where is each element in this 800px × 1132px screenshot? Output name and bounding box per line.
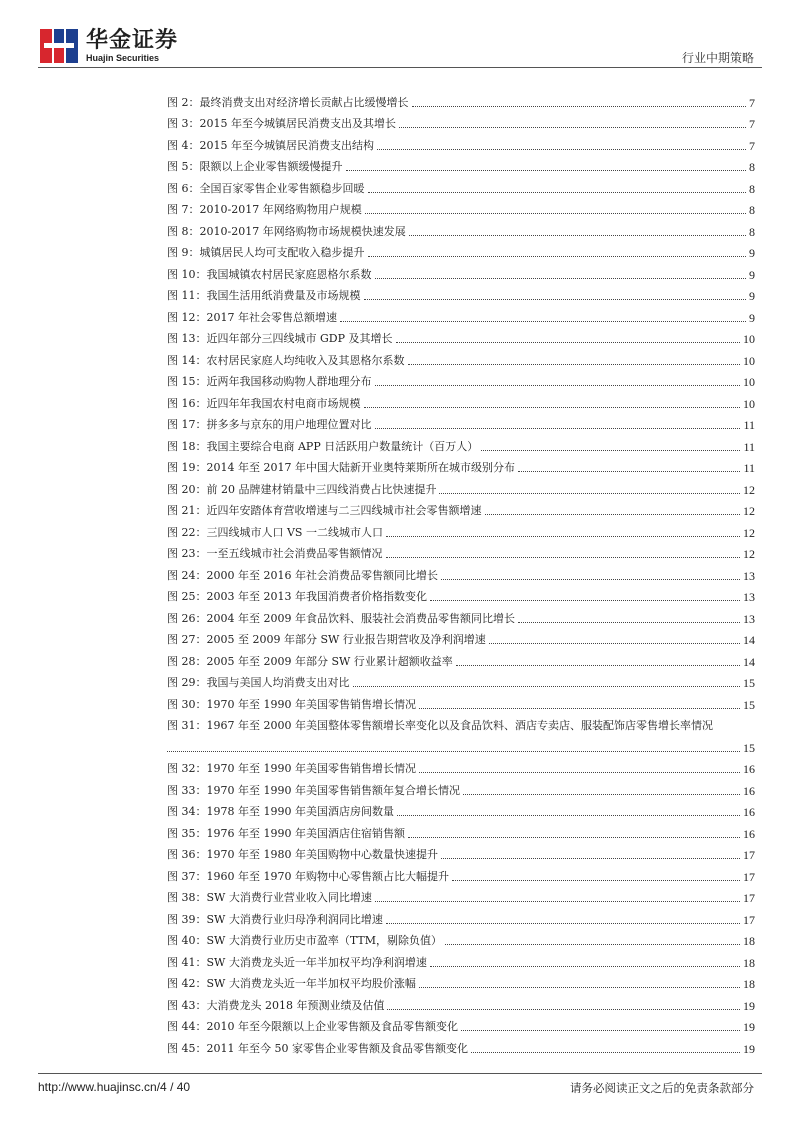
toc-entry-title: 图 43：大消费龙头 2018 年预测业绩及估值 <box>167 998 385 1012</box>
toc-entry[interactable] <box>167 217 755 239</box>
toc-entry[interactable] <box>167 131 755 153</box>
toc-entry-title: 图 16：近四年年我国农村电商市场规模 <box>167 396 361 410</box>
toc-entry-title: 图 41：SW 大消费龙头近一年半加权平均净利润增速 <box>167 955 427 969</box>
toc-entry[interactable] <box>167 583 755 605</box>
toc-entry[interactable] <box>167 905 755 927</box>
toc-entry-title: 图 33：1970 年至 1990 年美国零售销售额年复合增长情况 <box>167 783 460 797</box>
toc-entry[interactable] <box>167 239 755 261</box>
toc-dot-leader <box>396 342 741 343</box>
toc-entry-page: 12 <box>743 525 755 540</box>
toc-entry[interactable] <box>167 669 755 691</box>
toc-entry-page: 7 <box>749 117 755 131</box>
toc-entry-title: 图 8：2010-2017 年网络购物市场规模快速发展 <box>167 224 406 238</box>
toc-entry[interactable] <box>167 690 755 712</box>
toc-entry-title: 图 35：1976 年至 1990 年美国酒店住宿销售额 <box>167 826 405 840</box>
toc-entry-page: 7 <box>749 138 755 153</box>
toc-dot-leader <box>353 686 741 687</box>
toc-entry-title: 图 40：SW 大消费行业历史市盈率（TTM，剔除负值） <box>167 934 442 947</box>
toc-entry-page: 16 <box>743 783 755 798</box>
toc-dot-leader <box>408 364 741 365</box>
toc-entry[interactable] <box>167 776 755 798</box>
toc-entry[interactable] <box>167 841 755 863</box>
toc-entry[interactable] <box>167 1034 755 1056</box>
toc-entry-title: 图 34：1978 年至 1990 年美国酒店房间数量 <box>167 805 394 818</box>
toc-entry[interactable] <box>167 755 755 777</box>
toc-dot-leader <box>409 235 746 236</box>
toc-entry-title: 图 7：2010-2017 年网络购物用户规模 <box>167 203 362 216</box>
toc-dot-leader <box>386 536 740 537</box>
toc-dot-leader <box>430 600 740 601</box>
toc-entry-page: 17 <box>743 891 755 905</box>
toc-dot-leader <box>518 622 740 623</box>
toc-entry-page: 11 <box>743 418 755 432</box>
toc-entry-page: 19 <box>743 1020 755 1034</box>
brand-name-en: Huajin Securities <box>86 52 160 63</box>
toc-entry-page: 12 <box>743 547 755 561</box>
toc-dot-leader <box>375 901 740 902</box>
toc-entry-page: 11 <box>743 461 755 475</box>
toc-dot-leader <box>471 1052 740 1053</box>
toc-dot-leader <box>365 213 746 214</box>
toc-entry[interactable] <box>167 368 755 390</box>
toc-entry-page: 7 <box>749 95 755 110</box>
toc-entry-title: 图 32：1970 年至 1990 年美国零售销售增长情况 <box>167 762 416 775</box>
toc-dot-leader <box>461 1030 740 1031</box>
page-header <box>0 0 800 76</box>
toc-entry-page: 19 <box>743 1041 755 1056</box>
toc-entry[interactable] <box>167 282 755 304</box>
toc-entry[interactable] <box>167 346 755 368</box>
toc-entry-title: 图 29：我国与美国人均消费支出对比 <box>167 676 350 689</box>
toc-entry-title: 图 12：2017 年社会零售总额增速 <box>167 310 337 324</box>
toc-dot-leader <box>340 321 746 322</box>
toc-entry-title: 图 26：2004 年至 2009 年食品饮料、服装社会消费品零售额同比增长 <box>167 611 515 625</box>
toc-entry[interactable] <box>167 153 755 175</box>
toc-entry-page: 11 <box>743 439 755 454</box>
toc-entry[interactable] <box>167 948 755 970</box>
toc-entry[interactable] <box>167 88 755 110</box>
toc-dot-leader <box>452 880 740 881</box>
brand-name-cn: 华金证券 <box>86 27 179 53</box>
toc-entry-page: 14 <box>743 633 755 647</box>
toc-entry-title: 图 36：1970 年至 1980 年美国购物中心数量快速提升 <box>167 848 438 861</box>
toc-dot-leader <box>375 385 741 386</box>
toc-entry-page: 15 <box>743 740 755 755</box>
huajin-logo-icon <box>38 25 80 67</box>
toc-dot-leader <box>412 106 747 107</box>
toc-dot-leader <box>430 966 740 967</box>
toc-entry[interactable] <box>167 819 755 841</box>
footer-url-page[interactable]: http://www.huajinsc.cn/4 / 40 <box>38 1080 191 1094</box>
toc-entry-title: 图 45：2011 年至今 50 家零售企业零售额及食品零售额变化 <box>167 1041 468 1055</box>
toc-entry-page: 14 <box>743 654 755 669</box>
toc-entry-page: 8 <box>749 160 755 174</box>
toc-dot-leader <box>386 923 740 924</box>
toc-entry[interactable] <box>167 454 755 476</box>
toc-entry[interactable] <box>167 561 755 583</box>
toc-dot-leader <box>167 751 740 752</box>
toc-entry-page: 9 <box>749 246 755 260</box>
toc-dot-leader <box>481 450 740 451</box>
toc-entry-page: 9 <box>749 310 755 325</box>
toc-entry[interactable] <box>167 862 755 884</box>
toc-entry-page: 12 <box>743 504 755 518</box>
toc-entry[interactable] <box>167 303 755 325</box>
toc-entry[interactable] <box>167 260 755 282</box>
toc-entry-page: 16 <box>743 762 755 776</box>
toc-entry-title: 图 44：2010 年至今限额以上企业零售额及食品零售额变化 <box>167 1020 458 1033</box>
toc-dot-leader <box>489 643 740 644</box>
toc-entry-title: 图 17：拼多多与京东的用户地理位置对比 <box>167 418 372 431</box>
toc-entry-page: 15 <box>743 676 755 690</box>
toc-entry[interactable] <box>167 604 755 626</box>
footer-divider <box>38 1073 762 1074</box>
toc-entry-page: 19 <box>743 998 755 1013</box>
toc-dot-leader <box>445 944 740 945</box>
toc-dot-leader <box>386 557 741 558</box>
toc-entry[interactable] <box>167 540 755 562</box>
toc-entry-page: 13 <box>743 590 755 604</box>
toc-dot-leader <box>364 407 741 408</box>
toc-dot-leader <box>387 1009 740 1010</box>
toc-entry-title: 图 19：2014 年至 2017 年中国大陆新开业奥特莱斯所在城市级别分布 <box>167 461 515 474</box>
toc-entry[interactable] <box>167 325 755 347</box>
toc-dot-leader <box>518 471 740 472</box>
toc-entry[interactable] <box>167 110 755 132</box>
toc-entry-title: 图 6：全国百家零售企业零售额稳步回暖 <box>167 181 365 195</box>
toc-entry[interactable] <box>167 712 755 755</box>
toc-entry[interactable] <box>167 970 755 992</box>
toc-entry[interactable] <box>167 475 755 497</box>
toc-entry[interactable] <box>167 196 755 218</box>
toc-entry[interactable] <box>167 518 755 540</box>
toc-entry[interactable] <box>167 1013 755 1035</box>
toc-entry-title: 图 27：2005 至 2009 年部分 SW 行业报告期营收及净利润增速 <box>167 633 486 646</box>
toc-entry-page: 18 <box>743 955 755 970</box>
toc-entry-page: 16 <box>743 805 755 819</box>
toc-entry-title: 图 15：近两年我国移动购物人群地理分布 <box>167 375 372 388</box>
toc-entry-title: 图 38：SW 大消费行业营业收入同比增速 <box>167 891 372 904</box>
toc-entry-page: 15 <box>743 697 755 712</box>
toc-entry-title: 图 3：2015 年至今城镇居民消费支出及其增长 <box>167 117 396 130</box>
toc-entry-title: 图 11：我国生活用纸消费量及市场规模 <box>167 289 361 302</box>
toc-entry-page: 10 <box>743 375 755 389</box>
toc-dot-leader <box>397 815 740 816</box>
toc-entry-page: 8 <box>749 181 755 196</box>
toc-entry-title: 图 2：最终消费支出对经济增长贡献占比缓慢增长 <box>167 95 409 109</box>
toc-entry-page: 17 <box>743 848 755 862</box>
toc-entry-title: 图 18：我国主要综合电商 APP 日活跃用户数量统计（百万人） <box>167 439 479 453</box>
toc-dot-leader <box>456 665 740 666</box>
toc-entry-title: 图 25：2003 年至 2013 年我国消费者价格指数变化 <box>167 590 427 603</box>
toc-entry-title: 图 22：三四线城市人口 VS 一二线城市人口 <box>167 525 383 539</box>
toc-entry-page: 10 <box>743 396 755 411</box>
toc-dot-leader <box>485 514 741 515</box>
toc-dot-leader <box>408 837 740 838</box>
brand-name <box>86 29 178 64</box>
toc-entry[interactable] <box>167 798 755 820</box>
toc-entry[interactable] <box>167 991 755 1013</box>
toc-entry-page: 18 <box>743 934 755 948</box>
toc-entry-title: 图 39：SW 大消费行业归母净利润同比增速 <box>167 912 383 926</box>
toc-entry-title: 图 14：农村居民家庭人均纯收入及其恩格尔系数 <box>167 353 405 367</box>
footer-disclaimer-notice: 请务必阅读正文之后的免责条款部分 <box>570 1081 754 1095</box>
toc-entry[interactable] <box>167 432 755 454</box>
toc-entry-page: 8 <box>749 203 755 217</box>
toc-dot-leader <box>368 256 747 257</box>
toc-entry-title: 图 13：近四年部分三四线城市 GDP 及其增长 <box>167 332 393 345</box>
toc-entry-page: 16 <box>743 826 755 841</box>
toc-entry[interactable] <box>167 626 755 648</box>
toc-entry-title: 图 37：1960 年至 1970 年购物中心零售额占比大幅提升 <box>167 869 449 883</box>
toc-entry-title: 图 24：2000 年至 2016 年社会消费品零售额同比增长 <box>167 568 438 582</box>
toc-dot-leader <box>346 170 747 171</box>
toc-dot-leader <box>419 708 740 709</box>
toc-dot-leader <box>399 127 746 128</box>
toc-entry-page: 8 <box>749 224 755 239</box>
toc-entry-page: 17 <box>743 869 755 884</box>
toc-entry-title: 图 20：前 20 品牌建材销量中三四线消费占比快速提升 <box>167 482 437 496</box>
document-type-label: 行业中期策略 <box>681 51 754 65</box>
toc-entry[interactable] <box>167 389 755 411</box>
toc-entry[interactable] <box>167 647 755 669</box>
toc-entry-page: 10 <box>743 332 755 346</box>
toc-entry-title: 图 5：限额以上企业零售额缓慢提升 <box>167 160 343 173</box>
toc-dot-leader <box>364 299 747 300</box>
toc-entry-page: 9 <box>749 267 755 282</box>
toc-entry[interactable] <box>167 497 755 519</box>
toc-dot-leader <box>419 987 740 988</box>
figure-list <box>167 88 755 1056</box>
toc-entry[interactable] <box>167 927 755 949</box>
toc-entry-title: 图 30：1970 年至 1990 年美国零售销售增长情况 <box>167 697 416 711</box>
toc-entry-page: 10 <box>743 353 755 368</box>
toc-entry-page: 17 <box>743 912 755 927</box>
header-divider <box>38 67 762 68</box>
toc-entry-title: 图 4：2015 年至今城镇居民消费支出结构 <box>167 138 374 152</box>
toc-entry[interactable] <box>167 411 755 433</box>
toc-dot-leader <box>441 579 740 580</box>
toc-dot-leader <box>368 192 747 193</box>
toc-dot-leader <box>463 794 740 795</box>
toc-entry-page: 9 <box>749 289 755 303</box>
toc-dot-leader <box>375 428 741 429</box>
toc-entry-title: 图 28：2005 年至 2009 年部分 SW 行业累计超额收益率 <box>167 654 453 668</box>
brand-logo <box>38 26 178 66</box>
toc-entry-page: 13 <box>743 611 755 626</box>
toc-dot-leader <box>439 493 740 494</box>
toc-entry-title: 图 10：我国城镇农村居民家庭恩格尔系数 <box>167 267 372 281</box>
toc-dot-leader <box>375 278 747 279</box>
toc-dot-leader <box>441 858 740 859</box>
toc-entry-title: 图 23：一至五线城市社会消费品零售额情况 <box>167 547 383 560</box>
toc-entry[interactable] <box>167 884 755 906</box>
toc-entry-title: 图 9：城镇居民人均可支配收入稳步提升 <box>167 246 365 259</box>
toc-entry-page: 12 <box>743 482 755 497</box>
toc-entry-title: 图 31：1967 年至 2000 年美国整体零售额增长率变化以及食品饮料、酒店专卖店、服装配饰店零售增长率情况 <box>167 719 713 732</box>
toc-dot-leader <box>377 149 746 150</box>
toc-entry-title: 图 42：SW 大消费龙头近一年半加权平均股价涨幅 <box>167 977 416 990</box>
toc-entry-page: 18 <box>743 977 755 991</box>
toc-entry[interactable] <box>167 174 755 196</box>
toc-entry-page: 13 <box>743 568 755 583</box>
toc-entry-title: 图 21：近四年安踏体育营收增速与二三四线城市社会零售额增速 <box>167 504 482 517</box>
toc-dot-leader <box>419 772 740 773</box>
